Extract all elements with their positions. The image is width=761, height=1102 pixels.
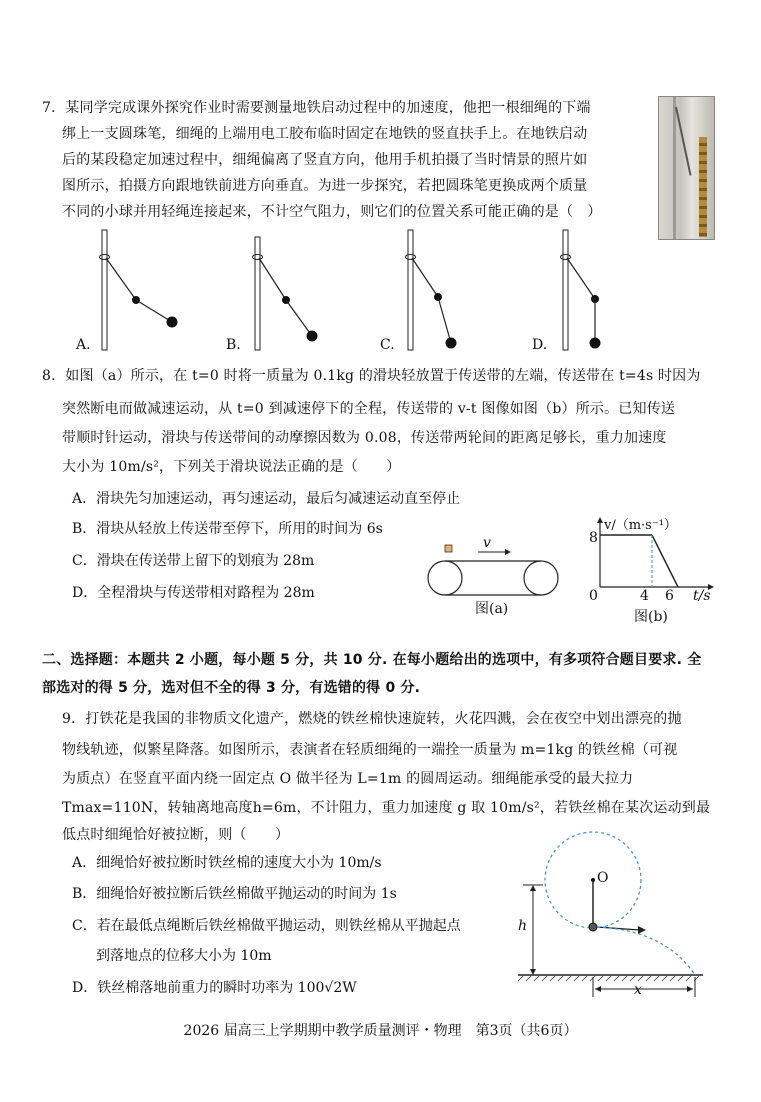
q7-line-2: 绑上一支圆珠笔，细绳的上端用电工胶布临时固定在地铁的竖直扶手上。在地铁启动 bbox=[62, 126, 588, 142]
q9-line-1: 9．打铁花是我国的非物质文化遗产，燃烧的铁丝棉快速旋转，火花四溅，会在夜空中划出漂亮的抛 bbox=[62, 711, 682, 727]
q9-fig-o-label: O bbox=[597, 870, 609, 886]
subway-photo bbox=[658, 96, 715, 240]
fig-b-ylabel: v/（m·s⁻¹） bbox=[604, 518, 677, 533]
section-2-header-line-1: 二、选择题：本题共 2 小题，每小题 5 分，共 10 分. 在每小题给出的选项中，有多项符合题目要求. 全 bbox=[42, 652, 702, 668]
section-2-header-line-2: 部选对的得 5 分，选对但不全的得 3 分，有选错的得 0 分. bbox=[42, 680, 421, 696]
fig-b-y-tick: 8 bbox=[589, 530, 598, 546]
q9-option-d: D．铁丝棉落地前重力的瞬时功率为 100√2W bbox=[72, 980, 357, 996]
q9-fig-h-label: h bbox=[518, 918, 528, 934]
photo-background-panel bbox=[699, 137, 707, 237]
q8-option-b: B．滑块从轻放上传送带至停下，所用的时间为 6s bbox=[72, 521, 383, 537]
steel-wool-ball bbox=[589, 923, 597, 931]
circular-motion-diagram bbox=[515, 835, 710, 1005]
q9-option-b: B．细绳恰好被拉断后铁丝棉做平抛运动的时间为 1s bbox=[72, 886, 397, 902]
q7-option-c: C. bbox=[380, 337, 395, 353]
q7-line-1: 7．某同学完成课外探究作业时需要测量地铁启动过程中的加速度，他把一根细绳的下端 bbox=[42, 100, 591, 116]
q8-option-d: D．全程滑块与传送带相对路程为 28m bbox=[72, 585, 315, 601]
q7-diagram-b bbox=[253, 237, 318, 350]
q7-option-b: B. bbox=[226, 337, 241, 353]
q9-line-2: 物线轨迹，似繁星降落。如图所示，表演者在轻质细绳的一端拴一质量为 m=1kg 的铁丝棉（可视 bbox=[62, 742, 678, 758]
ground-hatching bbox=[518, 976, 699, 981]
q7-diagram-c bbox=[406, 230, 457, 350]
q9-line-5: 低点时细绳恰好被拉断，则（ ） bbox=[62, 827, 290, 843]
fig-b-origin: 0 bbox=[589, 588, 598, 604]
fig-b-caption: 图(b) bbox=[634, 609, 668, 625]
page-footer: 2026 届高三上学期期中教学质量测评・物理 第3页（共6页） bbox=[183, 1023, 578, 1039]
q9-option-c-cont: 到落地点的位移大小为 10m bbox=[96, 948, 272, 964]
q7-diagrams bbox=[60, 225, 660, 355]
q8-option-c: C．滑块在传送带上留下的划痕为 28m bbox=[72, 553, 315, 569]
photo-cord bbox=[675, 107, 692, 176]
q7-line-5: 不同的小球并用轻绳连接起来，不计空气阻力，则它们的位置关系可能正确的是（ ） bbox=[62, 204, 602, 220]
q7-option-d: D. bbox=[532, 337, 548, 353]
q9-line-3: 为质点）在竖直平面内绕一固定点 O 做半径为 L=1m 的圆周运动。细绳能承受的最大拉力 bbox=[62, 771, 634, 787]
fig-b-x-tick-6: 6 bbox=[665, 588, 674, 604]
q9-option-c: C．若在最低点绳断后铁丝棉做平抛运动，则铁丝棉从平抛起点 bbox=[72, 918, 461, 934]
vt-segment-2 bbox=[652, 535, 678, 587]
q9-fig-x-label: x bbox=[634, 982, 642, 998]
q8-line-4: 大小为 10m/s²，下列关于滑块说法正确的是（ ） bbox=[62, 459, 401, 475]
q7-line-4: 图所示，拍摄方向跟地铁前进方向垂直。为进一步探究，若把圆珠笔更换成两个质量 bbox=[62, 178, 588, 194]
fig-a-caption: 图(a) bbox=[475, 601, 509, 617]
q7-diagram-d bbox=[561, 230, 601, 350]
q7-diagram-a bbox=[100, 230, 178, 350]
fig-a-v-label: v bbox=[483, 535, 491, 551]
q8-line-3: 带顺时针运动，滑块与传送带间的动摩擦因数为 0.08，传送带两轮间的距离足够长，重力加速度 bbox=[62, 430, 667, 446]
photo-handrail bbox=[673, 97, 676, 239]
fig-b-xlabel: t/s bbox=[693, 588, 711, 604]
projectile-path bbox=[597, 927, 695, 975]
q7-line-3: 后的某段稳定加速过程中，细绳偏离了竖直方向，他用手机拍摄了当时情景的照片如 bbox=[62, 152, 588, 168]
q8-line-2: 突然断电而做减速运动，从 t=0 到减速停下的全程，传送带的 v-t 图像如图（b）所示。已知传送 bbox=[62, 401, 676, 417]
slider-block bbox=[445, 545, 452, 552]
q8-line-1: 8．如图（a）所示，在 t=0 时将一质量为 0.1kg 的滑块轻放置于传送带的左端，传送带在 t=4s 时因为 bbox=[42, 368, 701, 384]
q9-option-a: A．细绳恰好被拉断时铁丝棉的速度大小为 10m/s bbox=[72, 855, 382, 871]
fig-b-x-tick-4: 4 bbox=[640, 588, 649, 604]
q9-line-4: Tmax=110N，转轴离地高度h=6m，不计阻力，重力加速度 g 取 10m/s²，若铁丝棉在某次运动到最 bbox=[62, 800, 711, 816]
q8-option-a: A．滑块先匀加速运动，再匀速运动，最后匀减速运动直至停止 bbox=[72, 491, 461, 507]
q7-option-a: A. bbox=[76, 337, 91, 353]
